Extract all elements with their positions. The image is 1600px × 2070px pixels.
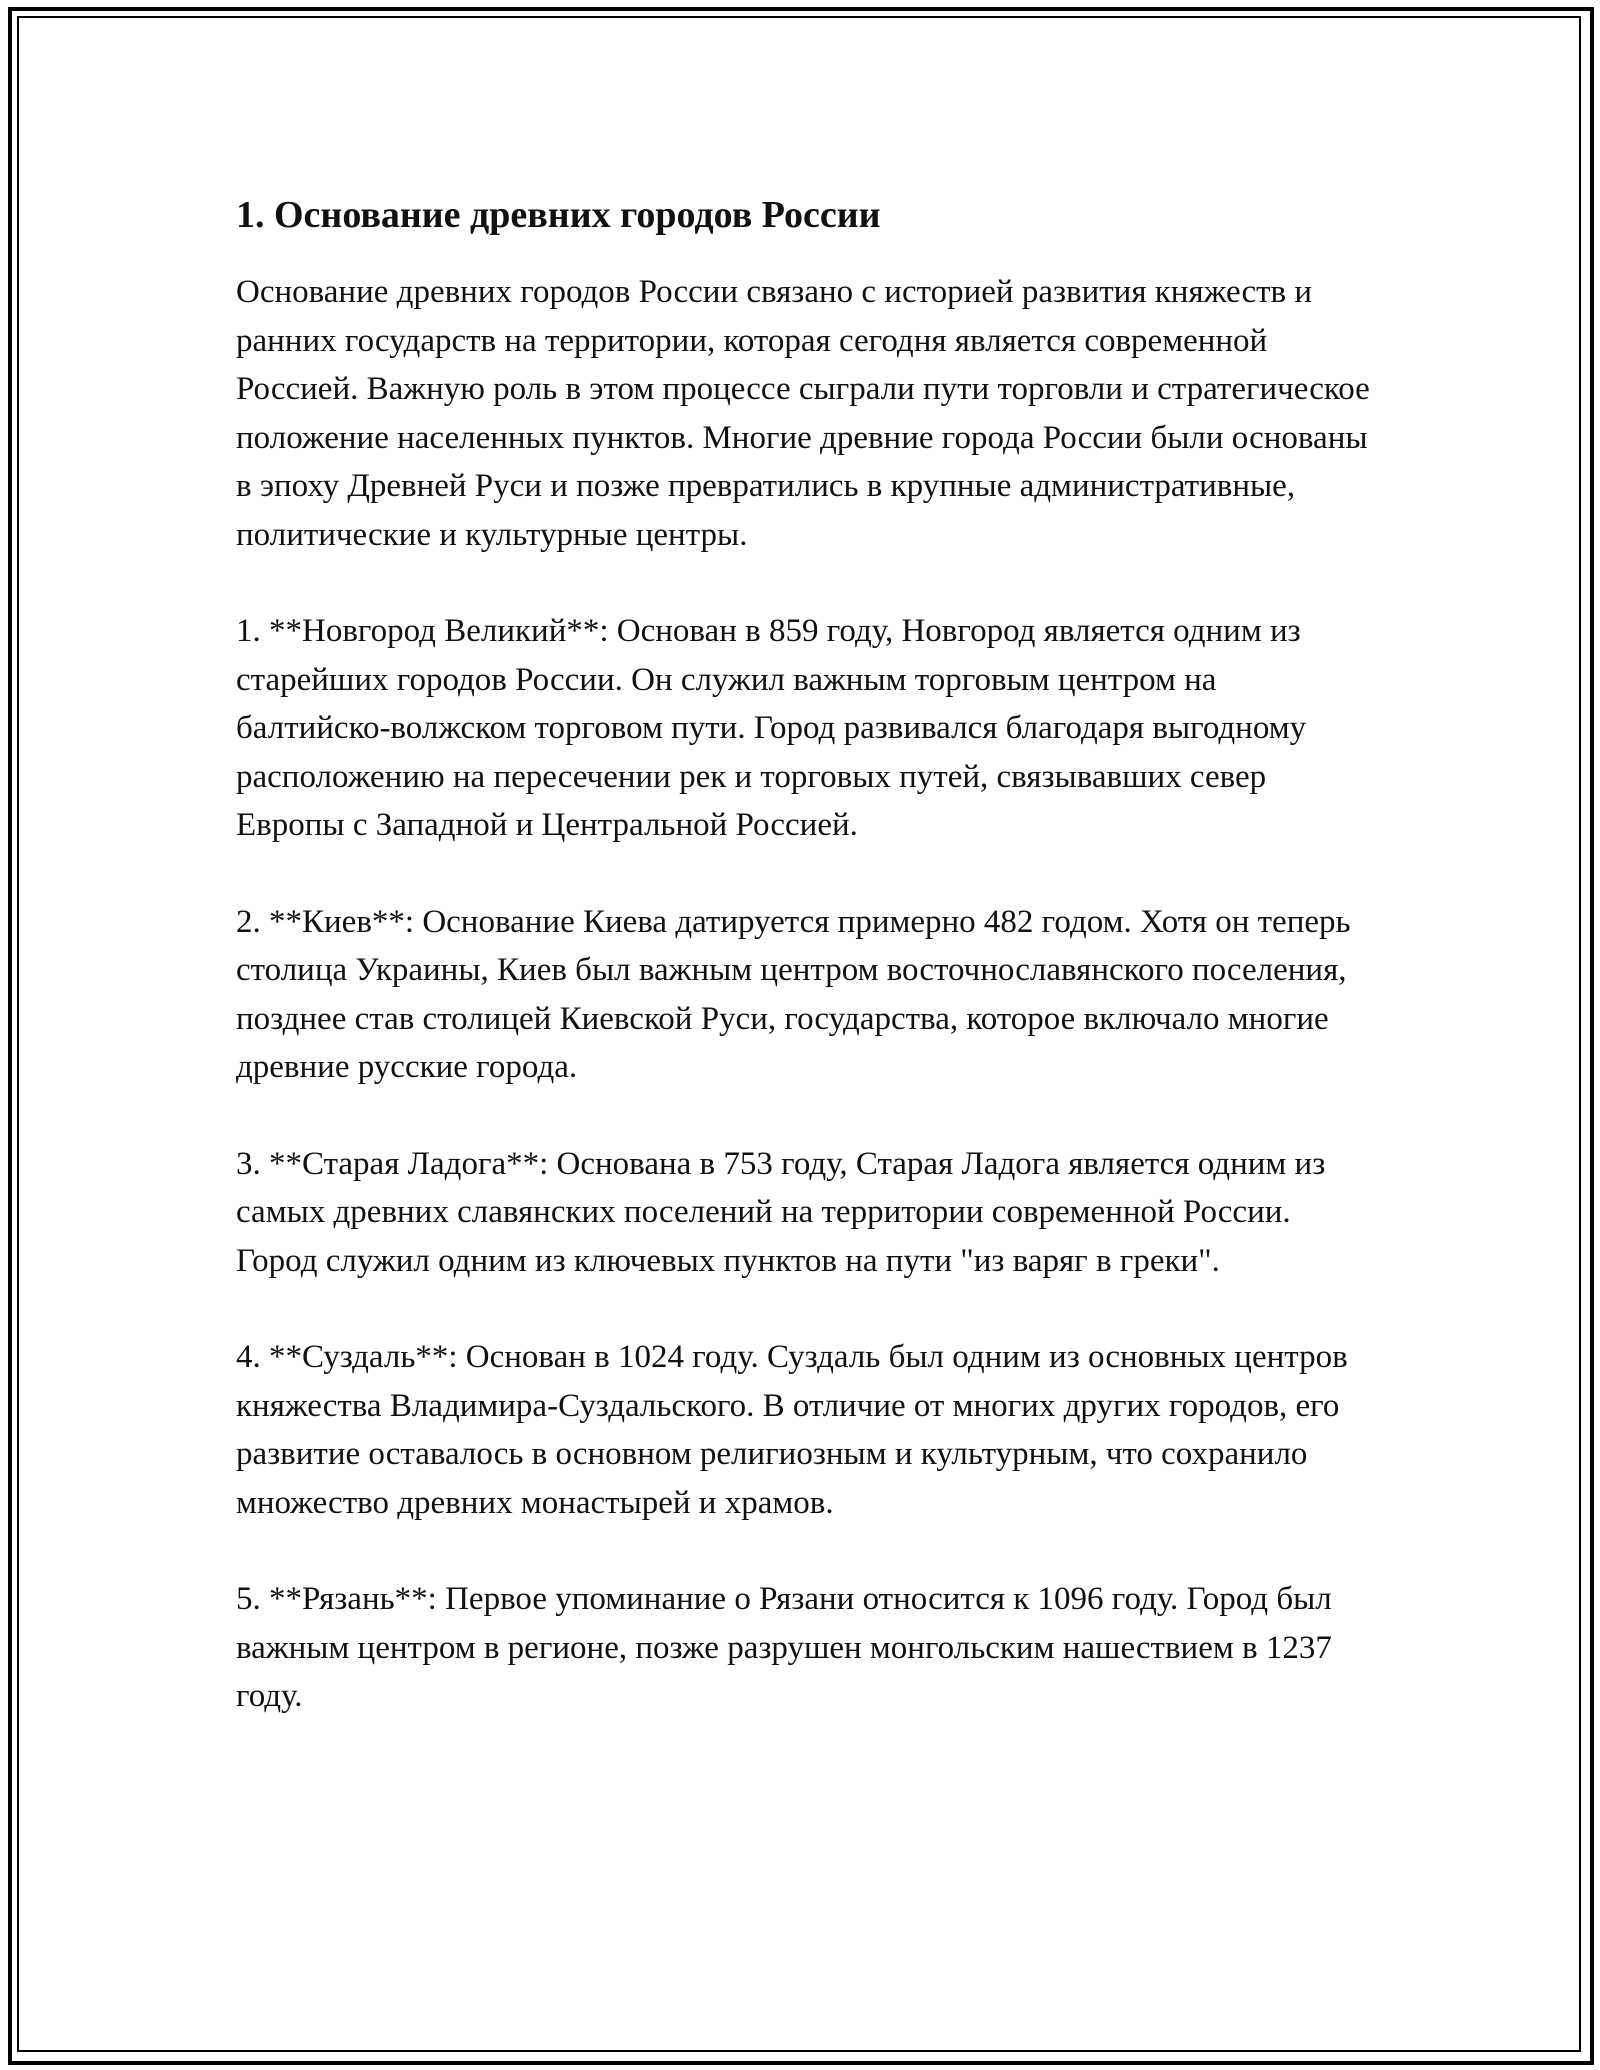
list-item-ryazan: 5. **Рязань**: Первое упоминание о Рязани относится к 1096 году. Город был важным центром в регионе, позже разрушен монгольским нашествием в 1237 году. — [236, 1581, 1332, 1714]
list-item-novgorod: 1. **Новгород Великий**: Основан в 859 году, Новгород является одним из старейших городов России. Он служил важным торговым центром на балтийско-волжском торговом пути. Город развивался благодаря выгодному расположению на пересечении рек и торговых путей, связывавших север Европы с Западной и Центральной Россией. — [236, 613, 1307, 843]
document-body — [236, 182, 1376, 1769]
intro-paragraph: Основание древних городов России связано с историей развития княжеств и ранних государств на территории, которая сегодня является современной Россией. Важную роль в этом процессе сыграли пути торговли и стратегическое положение населенных пунктов. Многие древние города России были основаны в эпоху Древней Руси и позже превратились в крупные административные, политические и культурные центры. — [236, 274, 1370, 553]
document-title: 1. Основание древних городов России — [236, 194, 881, 236]
list-item-suzdal: 4. **Суздаль**: Основан в 1024 году. Суздаль был одним из основных центров княжества Владимира-Суздальского. В отличие от многих других городов, его развитие оставалось в основном религиозным и культурным, что сохранило множество древних монастырей и храмов. — [236, 1339, 1348, 1521]
list-item-kiev: 2. **Киев**: Основание Киева датируется примерно 482 годом. Хотя он теперь столица Украины, Киев был важным центром восточнославянского поселения, позднее став столицей Киевской Руси, государства, которое включало многие древние русские города. — [236, 903, 1351, 1085]
list-item-staraya-ladoga: 3. **Старая Ладога**: Основана в 753 году, Старая Ладога является одним из самых древних славянских поселений на территории современной России. Город служил одним из ключевых пунктов на пути "из варяг в греки". — [236, 1145, 1326, 1279]
